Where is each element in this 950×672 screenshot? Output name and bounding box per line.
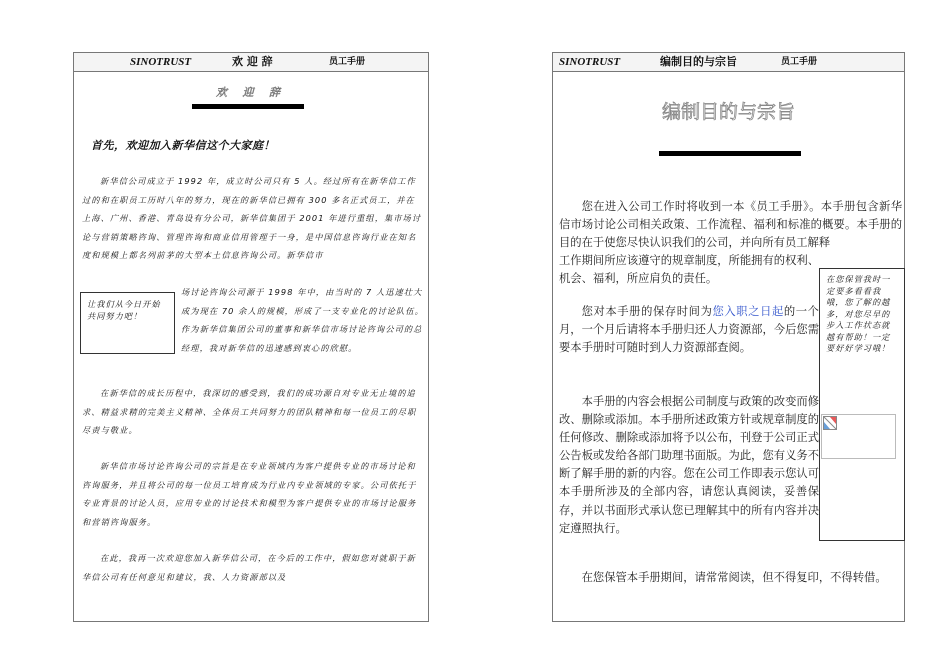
header-title: 欢 迎 辞: [232, 55, 273, 68]
header-brand: SINOTRUST: [559, 56, 621, 68]
broken-image-icon: [823, 416, 837, 430]
title-underline: [659, 151, 801, 156]
page-title: 编制目的与宗旨: [661, 101, 795, 123]
paragraph-growth: 在新华信的成长历程中，我深切的感受到，我们的成功源自对专业无止境的追求、精益求精的完美主义精神、全体员工共同努力的团队精神和每一位员工的尽职尽责与敬业。: [82, 388, 417, 435]
paragraph-intro: 您在进入公司工作时将收到一本《员工手册》。本手册包含新华信市场讨论公司相关政策、工作流程、福利和标准的概要。本手册的目的在于使您尽快认识我们的公司，并向所有员工解释: [559, 200, 902, 250]
header-subtitle: 员工手册: [781, 57, 818, 67]
greeting: 首先，欢迎加入新华信这个大家庭！: [91, 139, 275, 152]
callout-note: 在您保管我时一定要多看看我哦，您了解的越多，对您尽早的步入工作状态就越有帮助！一定要好好学习哦！: [826, 274, 891, 353]
callout-box: [819, 268, 905, 541]
header-brand: SINOTRUST: [130, 56, 192, 68]
header-title: 编制目的与宗旨: [660, 55, 737, 68]
paragraph-retention: [559, 303, 819, 357]
handbook-page-purpose: [552, 52, 905, 622]
start-date-link[interactable]: 您入职之日起: [712, 305, 784, 318]
paragraph-history: 新华信公司成立于 1992 年，成立时公司只有 5 人。经过所有在新华信工作过的和在职员工历时八年的努力，现在的新华信已拥有 300 多名正式员工，并在上海、广州、香港、青岛设有分公司，新华信集团于 2001 年进行重组，集市场讨论与营销策略咨询、管理咨询和商业信用管理于一身，是中国信息咨询行业在知名度和规模上都名列前茅的大型本土信息咨询公司。新华信市: [82, 176, 422, 260]
retention-text-before: 您对本手册的保存时间为: [581, 305, 713, 318]
title-underline: [192, 104, 304, 109]
image-placeholder: [821, 414, 896, 459]
page-header: [74, 53, 428, 72]
handbook-page-welcome: [73, 52, 429, 622]
page-header: [553, 53, 904, 72]
paragraph-history-continued: 场讨论咨询公司源于 1998 年中，由当时的 7 人迅速壮大成为现在 70 余人的规模，形成了一支专业化的讨论队伍。作为新华信集团公司的董事和新华信市场讨论咨询公司的总经理，我对新华信的迅速感到衷心的欣慰。: [181, 287, 424, 353]
paragraph-updates: 本手册的内容会根据公司制度与政策的改变而修改、删除或添加。本手册所述政策方针或规章制度的任何修改、删除或添加将予以公布，刊登于公司正式公告板或发给各部门助理书面版。为此，您有义务不断了解手册的新的内容。您在公司工作即表示您认可本手册所涉及的全部内容，请您认真阅读，妥善保存，并以书面形式承认您已理解其中的所有内容并决定遵照执行。: [559, 395, 819, 535]
paragraph-intro-continued: 工作期间所应该遵守的规章制度，所能拥有的权利、机会、福利，所应肩负的责任。: [559, 254, 819, 286]
paragraph-usage: 在您保管本手册期间，请常常阅读，但不得复印，不得转借。: [581, 571, 887, 584]
page-title: 欢 迎 辞: [216, 86, 286, 99]
header-subtitle: 员工手册: [329, 57, 366, 67]
callout-box: 让我们从今日开始共同努力吧！: [80, 292, 175, 354]
retention-text-after: 的一个月，一个月后请将本手册归还人力资源部，今后您需要本手册时可随时到人力资源部查阅。: [559, 305, 819, 355]
paragraph-mission: 新华信市场讨论咨询公司的宗旨是在专业领域内为客户提供专业的市场讨论和咨询服务，并且将公司的每一位员工培育成为行业内专业领域的专家。公司依托于专业背景的讨论人员，应用专业的讨论技术和模型为客户提供专业的市场讨论服务和营销咨询服务。: [82, 461, 417, 527]
paragraph-closing: 在此，我再一次欢迎您加入新华信公司，在今后的工作中，假如您对就职于新华信公司有任何意见和建议，我、人力资源部以及: [82, 553, 416, 582]
